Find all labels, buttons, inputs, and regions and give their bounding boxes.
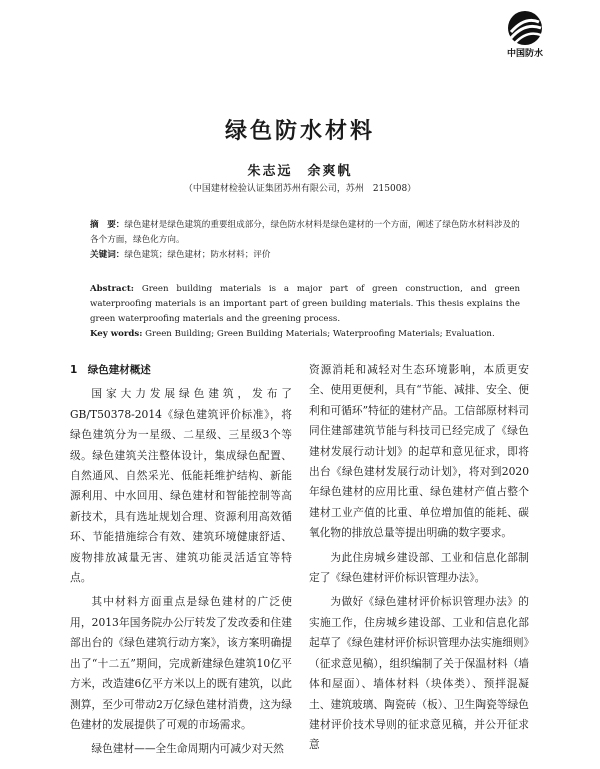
paragraph: 其中材料方面重点是绿色建材的广泛使用，2013年国务院办公厅转发了发改委和住建部出台的《绿色建筑行动方案》，该方案明确提出了“十二五”期间，完成新建绿色建筑10亿平方米，改造建6亿平方米以上的既有建筑，以此测算，至少可带动2万亿绿色建材消费，这为绿色建材的发展提供了可观的市场需求。 <box>70 595 292 731</box>
abstract-cn-line <box>90 218 520 248</box>
paragraph: 资源消耗和减轻对生态环境影响，本质更安全、使用更便利，具有“节能、减排、安全、便利和可循环”特征的建材产品。工信部原材料司同住建部建筑节能与科技司已经完成了《绿色建材发展行动计划》的起草和意见征求，即将出台《绿色建材发展行动计划》，将对到2020年绿色建材的应用比重、绿色建材产值占整个建材工业产值的比重、单位增加值的能耗、碳氧化物的排放总量等提出明确的数字要求。 <box>309 363 529 540</box>
abstract-en-line <box>90 282 520 327</box>
affiliation: （中国建材检验认证集团苏州有限公司，苏州 215008） <box>183 184 417 194</box>
keywords-cn-label: 关键词： <box>90 250 125 260</box>
article-title: 绿色防水材料 <box>224 119 375 144</box>
paragraph: 为此住房城乡建设部、工业和信息化部制定了《绿色建材评价标识管理办法》。 <box>309 550 529 585</box>
keywords-cn-text: 绿色建筑；绿色建材；防水材料；评价 <box>124 250 271 260</box>
body-column-right <box>309 360 529 756</box>
paragraph: 绿色建材——全生命周期内可减少对天然 <box>91 742 284 756</box>
keywords-cn-line <box>90 248 520 263</box>
abstract-cn-label: 摘 要： <box>90 220 125 230</box>
logo-text: 中国防水 <box>506 49 543 59</box>
body-column-left <box>70 360 292 760</box>
keywords-en-text: Green Building; Green Building Materials; Waterproofing Materials; Evaluation. <box>145 329 495 339</box>
paragraph: 为做好《绿色建材评价标识管理办法》的实施工作，住房城乡建设部、工业和信息化部起草了《绿色建材评价标识管理办法实施细则》（征求意见稿），组织编制了关于保温材料（墙体和屋面）、墙体材料（块体类）、预拌混凝土、建筑玻璃、陶瓷砖（板）、卫生陶瓷等绿色建材评价技术导则的征求意见稿，并公开征求意 <box>309 595 529 752</box>
abstract-en-text: Green building materials is a major part of green construction, and green waterproofing materials is an important part of green building materials. This thesis explains the green waterproofing materials and the greening process. <box>90 284 521 324</box>
section-heading: 1 绿色建材概述 <box>70 364 151 376</box>
authors: 朱志远 余爽帆 <box>247 164 353 179</box>
keywords-en-label: Key words: <box>90 329 143 339</box>
abstract-chinese <box>90 218 520 263</box>
keywords-en-line <box>90 327 520 342</box>
paragraph: 国家大力发展绿色建筑，发布了GB/T50378-2014《绿色建筑评价标准》，将绿色建筑分为一星级、二星级、三星级3个等级。绿色建筑关注整体设计，集成绿色配置、自然通风、自然采光、低能耗维护结构、新能源利用、中水回用、绿色建材和智能控制等高新技术，具有选址规划合理、资源利用高效循环、节能措施综合有效、建筑环境健康舒适、废物排放减量无害、建筑功能灵活适宜等特点。 <box>70 387 292 585</box>
abstract-english <box>90 282 520 342</box>
abstract-cn-text: 绿色建材是绿色建筑的重要组成部分，绿色防水材料是绿色建材的一个方面，阐述了绿色防水材料涉及的各个方面，绿色化方向。 <box>90 220 520 245</box>
abstract-en-label: Abstract: <box>90 284 134 294</box>
